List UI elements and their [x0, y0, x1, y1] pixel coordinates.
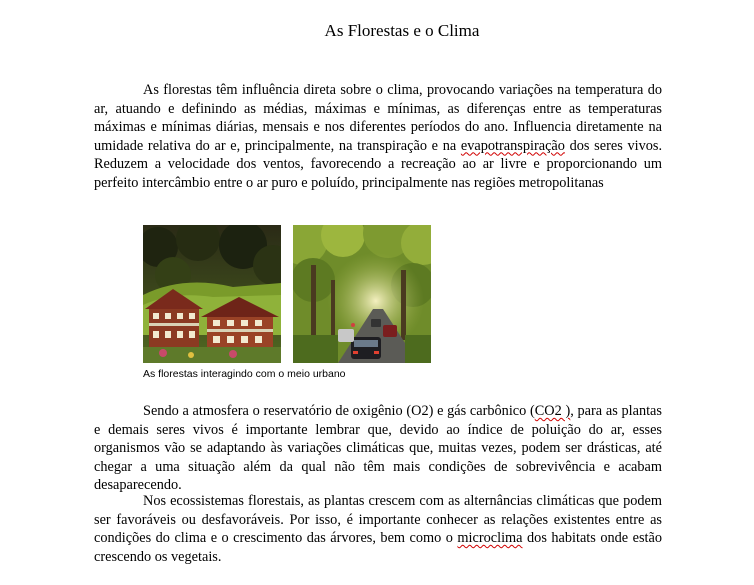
spellcheck-flagged-word[interactable]: microclima	[457, 530, 523, 546]
spellcheck-flagged-word[interactable]: CO2 )	[534, 403, 571, 419]
paragraph-text: Nos ecossistemas florestais, as plantas crescem com as alternâncias climáticas que podem ser favoráveis ou desfavoráveis. Por isso, é importante conhecer as relações existentes entre as condições do clima e o crescimento das árvores, bem como o	[94, 493, 662, 546]
photo-tree-lined-street	[293, 225, 431, 363]
document-title: As Florestas e o Clima	[324, 21, 480, 40]
paragraph-text: dos habitats onde estão crescendo os vegetais.	[94, 530, 662, 565]
paragraph-atmosphere	[94, 402, 662, 495]
paragraph-text: dos seres vivos. Reduzem a velocidade dos ventos, favorecendo a recreação ao ar livre e proporcionando um perfeito intercâmbio entre o ar puro e poluído, principalmente nas regiões metropolitanas	[94, 137, 663, 191]
paragraph-text: , para as plantas e demais seres vivos é importante lembrar que, devido ao índice de poluição do ar, esses organismos vão se adaptando às variações climáticas que, muitas vezes, podem ser drásticas, até chegar a uma situação além da qual não têm mais condições de sobrevivência e acabam desaparecendo.	[94, 403, 662, 493]
paragraph-forest-climate-influence	[94, 81, 662, 192]
photo-house-forest	[143, 225, 281, 363]
paragraph-forest-ecosystems	[94, 492, 662, 566]
spellcheck-flagged-word[interactable]: evapotranspiração	[460, 137, 565, 154]
photo-house-forest-image	[143, 225, 281, 363]
paragraph-text: As florestas têm influência direta sobre o clima, provocando variações na temperatura do ar, atuando e definindo as médias, máximas e mínimas, as diferenças entre as temperaturas máximas e mínimas diárias, mensais e nos diferentes períodos do ano. Influencia diretamente na umidade relativa do ar e, principalmente, na transpiração e na	[94, 82, 662, 154]
photo-tree-lined-street-image	[293, 225, 431, 363]
figure-caption: As florestas interagindo com o meio urbano	[143, 368, 346, 380]
paragraph-text: Sendo a atmosfera o reservatório de oxigênio (O2) e gás carbônico (	[143, 403, 535, 419]
